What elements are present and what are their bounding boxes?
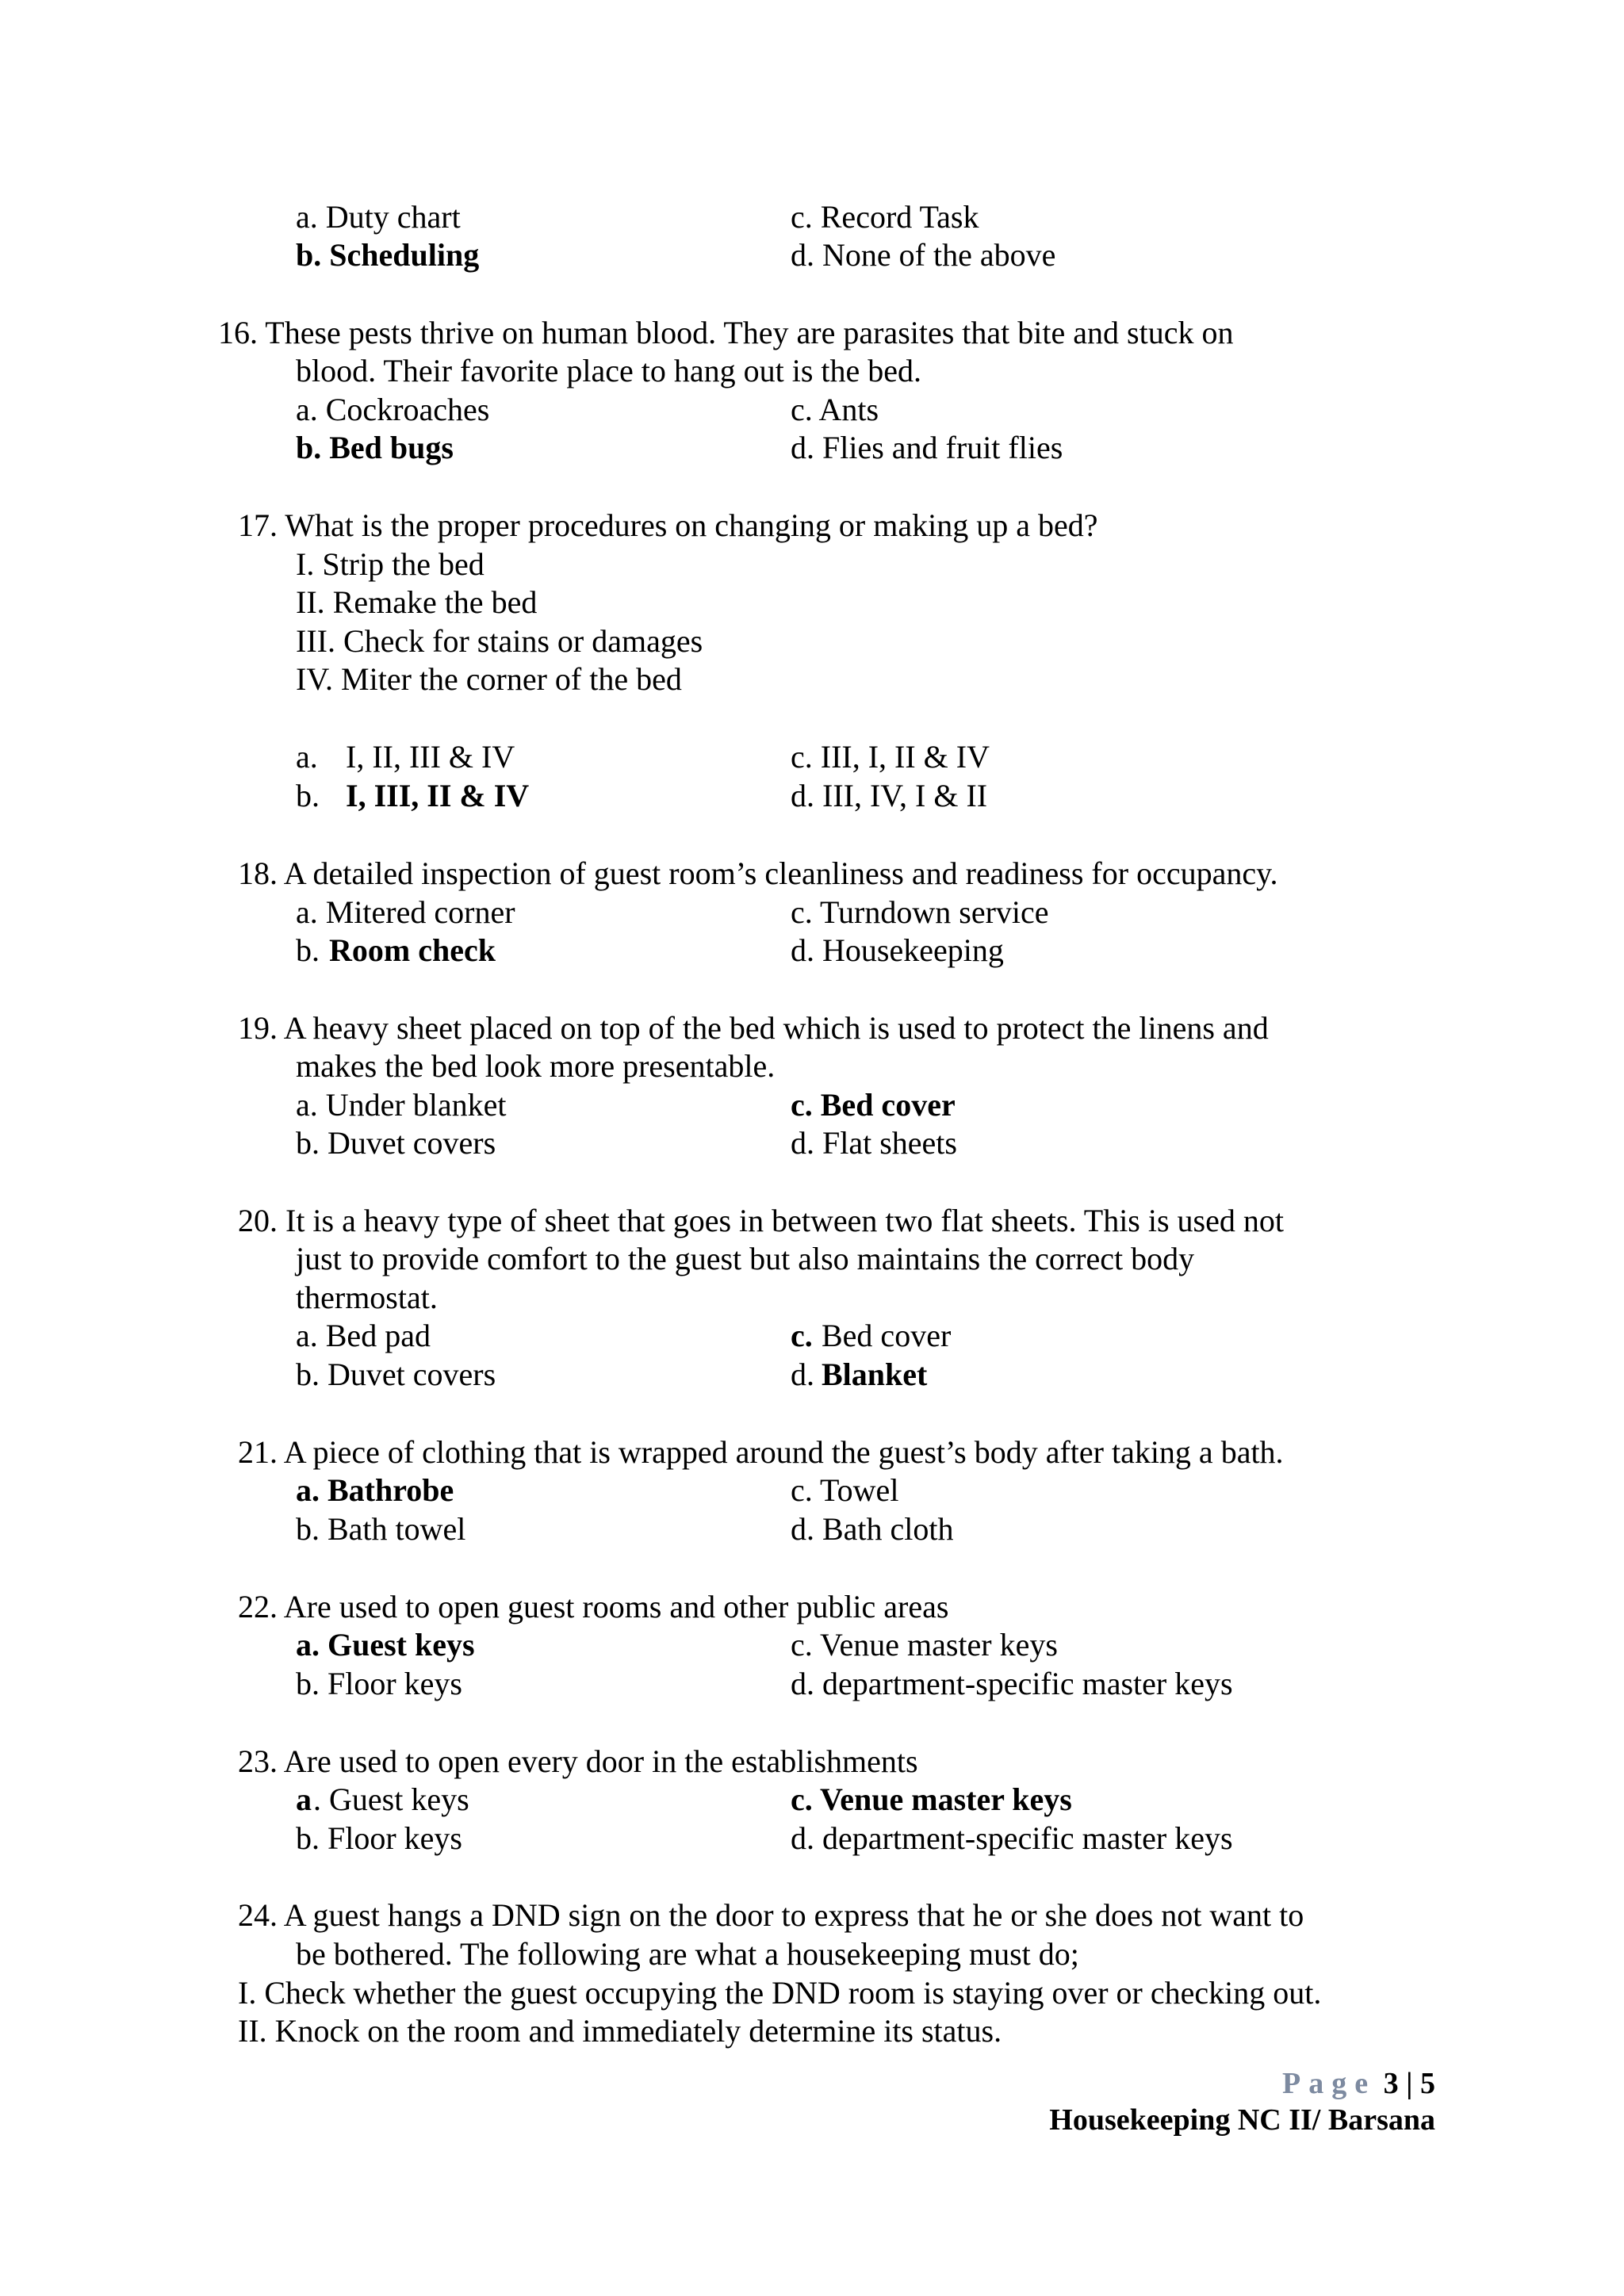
q18-option-b-answer: Room check	[329, 932, 496, 968]
q22-option-b: b. Floor keys	[296, 1666, 462, 1701]
q23-option-b: b. Floor keys	[296, 1820, 462, 1856]
q20-option-d-answer: Blanket	[822, 1357, 928, 1392]
q20-stem-line-3: thermostat.	[296, 1280, 438, 1315]
q18-option-a: a. Mitered corner	[296, 894, 515, 930]
q20-option-a: a. Bed pad	[296, 1318, 431, 1353]
course-footer: Housekeeping NC II/ Barsana	[1049, 2103, 1435, 2137]
q16-option-d: d. Flies and fruit flies	[791, 430, 1063, 465]
q18-stem: 18. A detailed inspection of guest room’s cleanliness and readiness for occupancy.	[238, 855, 1278, 891]
q23-stem: 23. Are used to open every door in the establishments	[238, 1743, 918, 1779]
q17-step-4: IV. Miter the corner of the bed	[296, 661, 682, 697]
q17-step-2: II. Remake the bed	[296, 584, 538, 620]
q18-option-c: c. Turndown service	[791, 894, 1049, 930]
q23-option-c-answer: c. Venue master keys	[791, 1781, 1072, 1817]
q19-stem-line-1: 19. A heavy sheet placed on top of the bed which is used to protect the linens and	[238, 1010, 1269, 1046]
q15-option-d: d. None of the above	[791, 237, 1056, 273]
q19-option-d: d. Flat sheets	[791, 1125, 957, 1161]
q22-option-a-answer: a. Guest keys	[296, 1627, 475, 1663]
q17-step-1: I. Strip the bed	[296, 546, 485, 582]
q24-item-2: II. Knock on the room and immediately determine its status.	[238, 2013, 1002, 2049]
q20-stem-line-1: 20. It is a heavy type of sheet that goes in between two flat sheets. This is used not	[238, 1203, 1284, 1238]
q17-option-a-text: I, II, III & IV	[346, 739, 515, 775]
q20-option-b: b. Duvet covers	[296, 1357, 496, 1392]
q21-stem: 21. A piece of clothing that is wrapped around the guest’s body after taking a bath.	[238, 1434, 1284, 1470]
q19-option-b: b. Duvet covers	[296, 1125, 496, 1161]
q24-stem-line-1: 24. A guest hangs a DND sign on the door to express that he or she does not want to	[238, 1897, 1304, 1933]
q20-option-c-letter: c.	[791, 1318, 813, 1353]
q19-stem-line-2: makes the bed look more presentable.	[296, 1048, 776, 1084]
page-label: Page	[1282, 2067, 1377, 2100]
q20-option-c-text: Bed cover	[822, 1318, 952, 1353]
q16-option-c: c. Ants	[791, 392, 879, 427]
page-number: 3 | 5	[1383, 2067, 1435, 2100]
q20-stem-line-2: just to provide comfort to the guest but also maintains the correct body	[296, 1241, 1195, 1276]
q17-stem: 17. What is the proper procedures on changing or making up a bed?	[238, 507, 1098, 543]
q21-option-d: d. Bath cloth	[791, 1511, 954, 1547]
q15-option-a: a. Duty chart	[296, 199, 461, 235]
q16-option-b-answer: b. Bed bugs	[296, 430, 454, 465]
q15-option-c: c. Record Task	[791, 199, 979, 235]
q17-step-3: III. Check for stains or damages	[296, 623, 703, 659]
q16-option-a: a. Cockroaches	[296, 392, 490, 427]
q17-option-b-letter: b.	[296, 778, 320, 813]
q21-option-b: b. Bath towel	[296, 1511, 466, 1547]
q22-option-c: c. Venue master keys	[791, 1627, 1058, 1663]
q21-option-c: c. Towel	[791, 1472, 899, 1508]
q23-option-a-text: . Guest keys	[313, 1781, 469, 1817]
q19-option-c-answer: c. Bed cover	[791, 1087, 956, 1123]
q22-stem: 22. Are used to open guest rooms and other public areas	[238, 1589, 949, 1624]
q24-stem-line-2: be bothered. The following are what a housekeeping must do;	[296, 1936, 1079, 1972]
q15-option-b-answer: b. Scheduling	[296, 237, 480, 273]
q20-option-d-letter: d.	[791, 1357, 814, 1392]
q17-option-a-letter: a.	[296, 739, 318, 775]
q17-option-c: c. III, I, II & IV	[791, 739, 990, 775]
q19-option-a: a. Under blanket	[296, 1087, 507, 1123]
q23-option-d: d. department-specific master keys	[791, 1820, 1233, 1856]
q23-option-a-letter: a	[296, 1781, 312, 1817]
q17-option-d: d. III, IV, I & II	[791, 778, 988, 813]
q22-option-d: d. department-specific master keys	[791, 1666, 1233, 1701]
q18-option-b-letter: b.	[296, 932, 320, 968]
q18-option-d: d. Housekeeping	[791, 932, 1004, 968]
q17-option-b-answer: I, III, II & IV	[346, 778, 530, 813]
q24-item-1: I. Check whether the guest occupying the DND room is staying over or checking out.	[238, 1975, 1322, 2011]
q16-stem-line-1: 16. These pests thrive on human blood. They are parasites that bite and stuck on	[218, 315, 1234, 350]
page-number-footer	[1282, 2065, 1435, 2102]
q21-option-a-answer: a. Bathrobe	[296, 1472, 454, 1508]
q16-stem-line-2: blood. Their favorite place to hang out is the bed.	[296, 353, 922, 388]
